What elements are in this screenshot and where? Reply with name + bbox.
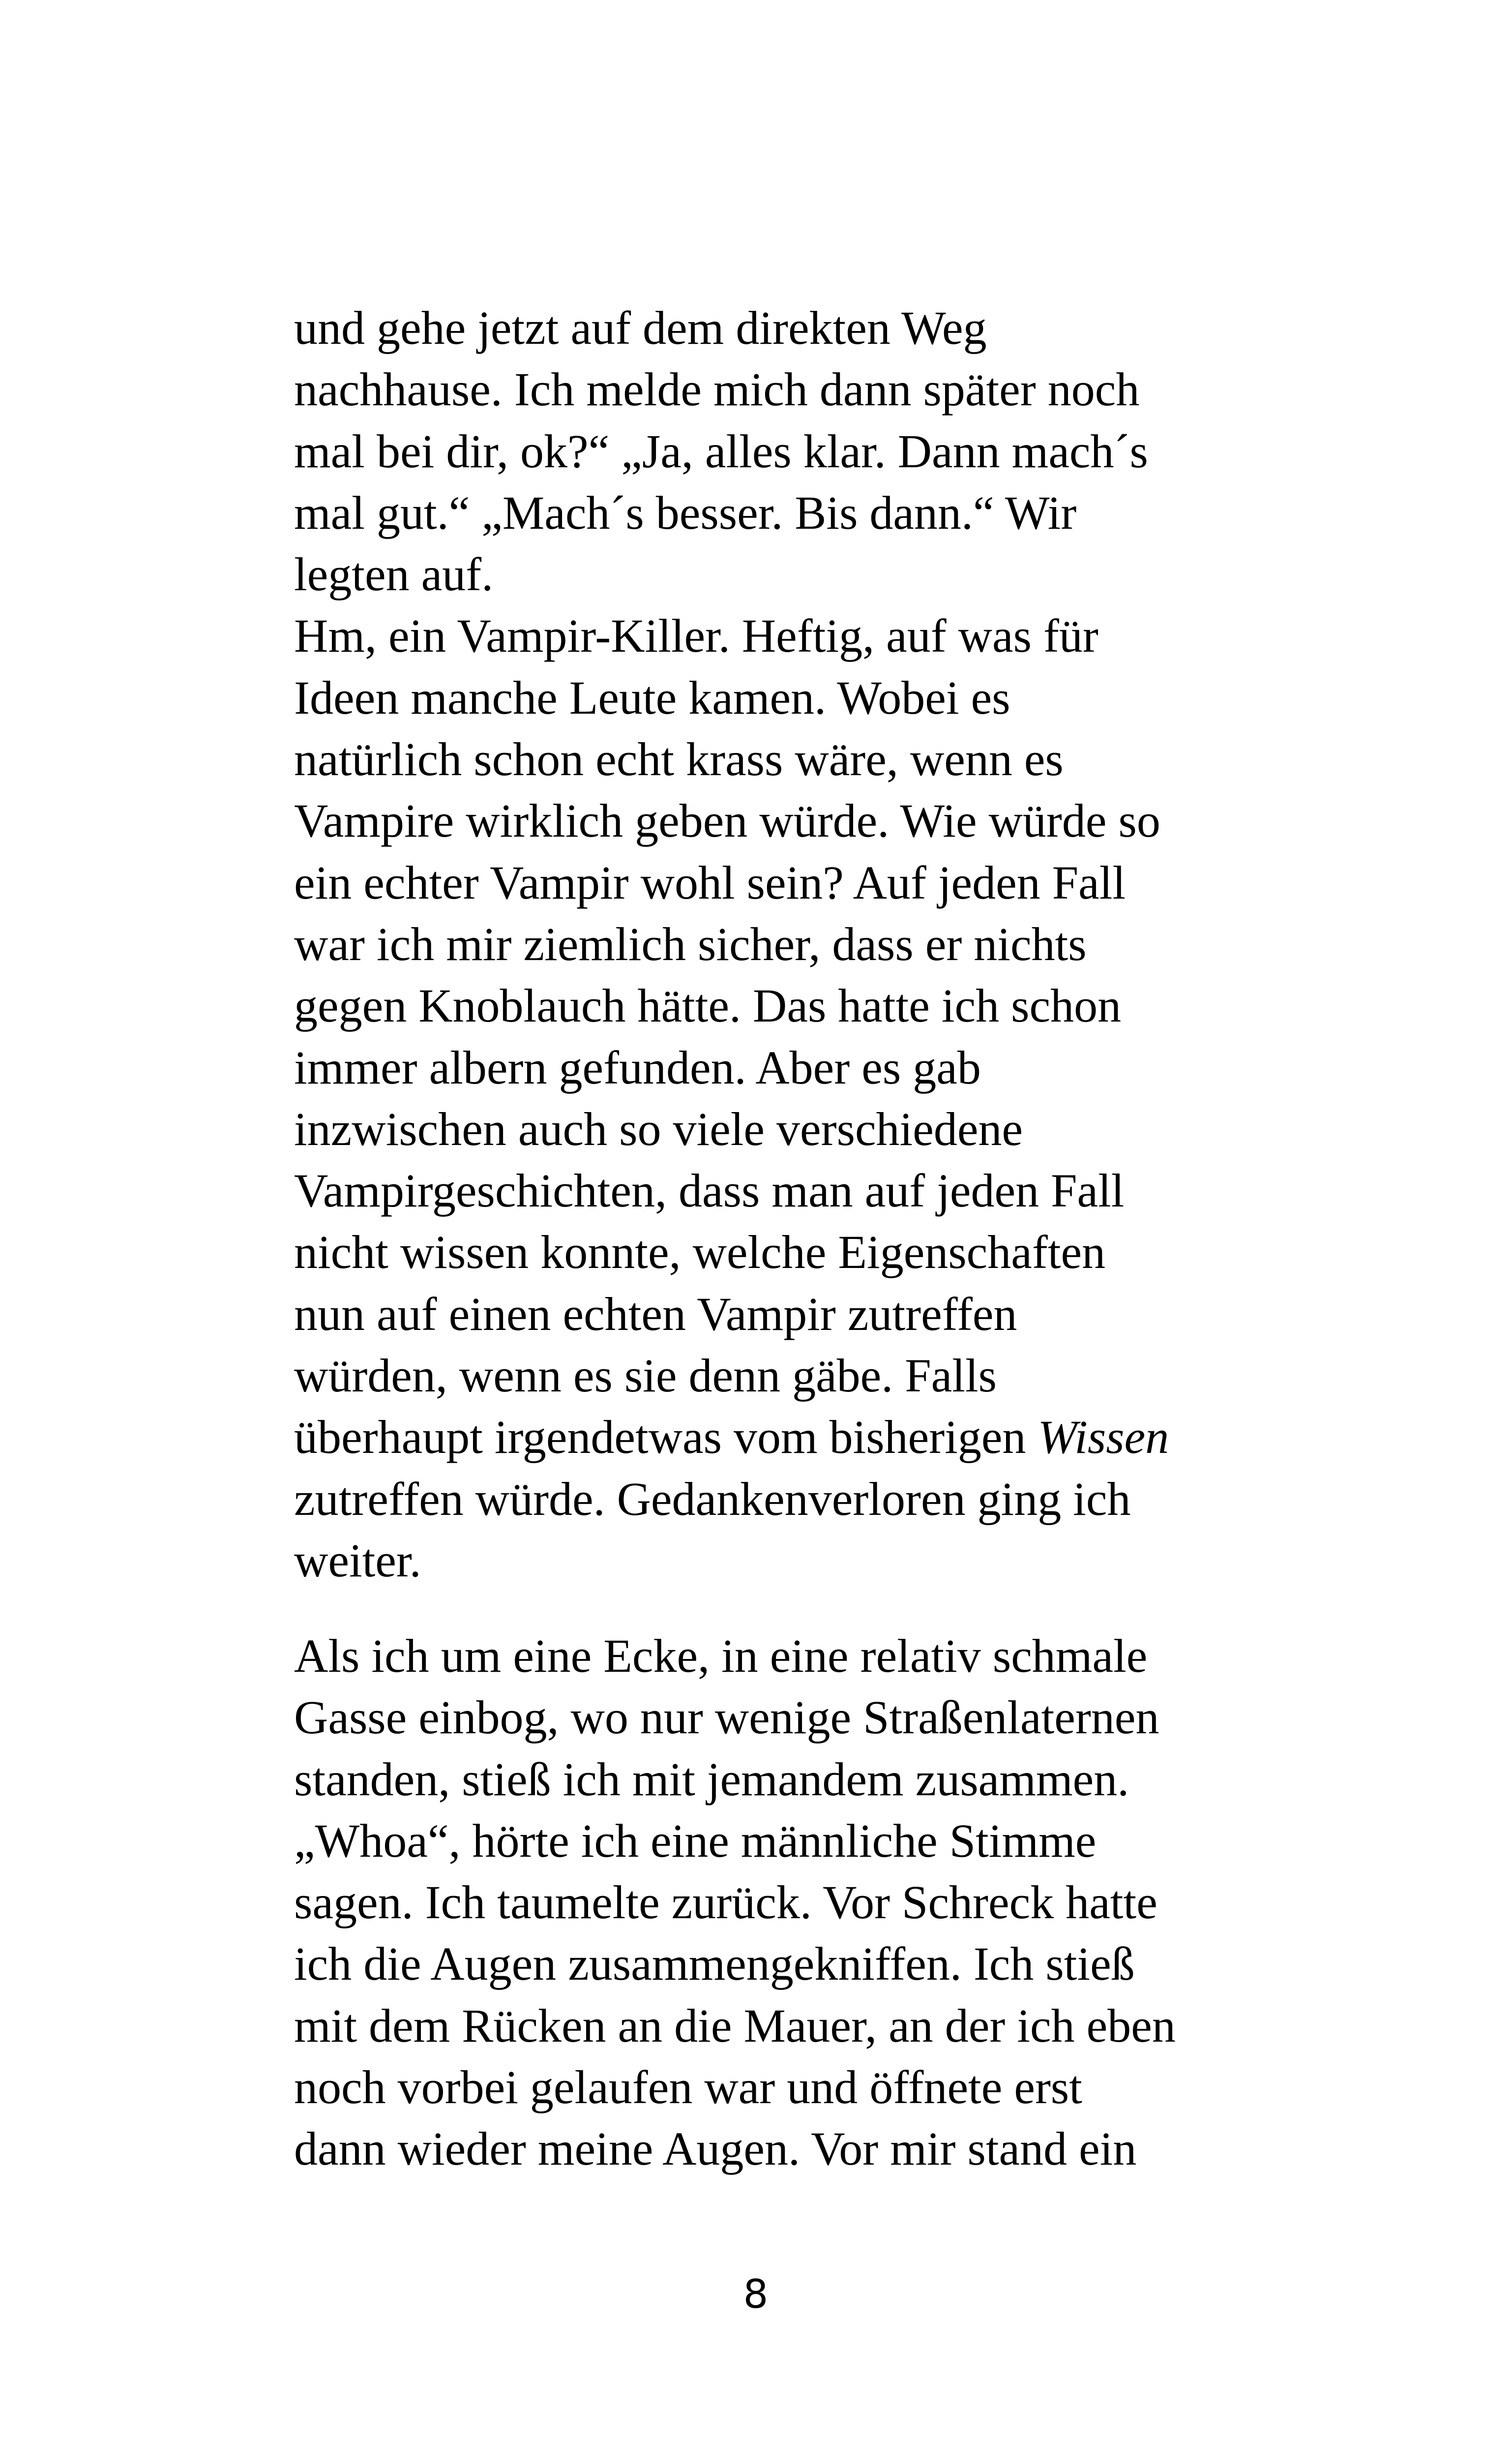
- text-line: Hm, ein Vampir-Killer. Heftig, auf was für: [294, 609, 1098, 663]
- text-line: nun auf einen echten Vampir zutreffen: [294, 1287, 1017, 1340]
- text-line: mit dem Rücken an die Mauer, an der ich eben: [294, 1999, 1176, 2052]
- text-line: immer albern gefunden. Aber es gab: [294, 1041, 981, 1094]
- text-line: legten auf.: [294, 548, 494, 601]
- paragraph-2: [294, 1625, 1268, 2180]
- text-line: dann wieder meine Augen. Vor mir stand ein: [294, 2122, 1137, 2175]
- text-line: würden, wenn es sie denn gäbe. Falls: [294, 1349, 997, 1402]
- text-line: ich die Augen zusammengekniffen. Ich stieß: [294, 1937, 1135, 1991]
- text-segment: überhaupt irgendetwas vom bisherigen: [294, 1411, 1038, 1464]
- text-line: gegen Knoblauch hätte. Das hatte ich schon: [294, 979, 1122, 1032]
- text-line: natürlich schon echt krass wäre, wenn es: [294, 733, 1064, 786]
- page-number: 8: [743, 2271, 769, 2317]
- text-line: Als ich um eine Ecke, in eine relativ schmale: [294, 1629, 1148, 1682]
- text-line: nicht wissen konnte, welche Eigenschaften: [294, 1226, 1106, 1279]
- paragraph-1: [294, 297, 1268, 1591]
- text-line: ein echter Vampir wohl sein? Auf jeden Fall: [294, 856, 1126, 909]
- text-line: sagen. Ich taumelte zurück. Vor Schreck hatte: [294, 1876, 1157, 1929]
- text-line: und gehe jetzt auf dem direkten Weg: [294, 302, 987, 354]
- text-line: weiter.: [294, 1534, 421, 1587]
- text-line: war ich mir ziemlich sicher, dass er nichts: [294, 917, 1087, 970]
- text-line: Ideen manche Leute kamen. Wobei es: [294, 671, 1010, 724]
- text-line: noch vorbei gelaufen war und öffnete erst: [294, 2061, 1082, 2114]
- text-line: standen, stieß ich mit jemandem zusammen.: [294, 1752, 1129, 1806]
- text-line: Vampirgeschichten, dass man auf jeden Fall: [294, 1164, 1125, 1217]
- text-line: nachhause. Ich melde mich dann später noch: [294, 363, 1140, 416]
- text-line: mal bei dir, ok?“ „Ja, alles klar. Dann mach´s: [294, 424, 1148, 478]
- text-line: inzwischen auch so viele verschiedene: [294, 1102, 1023, 1155]
- text-line: mal gut.“ „Mach´s besser. Bis dann.“ Wir: [294, 486, 1077, 539]
- italic-word: Wissen: [1038, 1411, 1169, 1464]
- text-line: [294, 1406, 1268, 1468]
- text-line: zutreffen würde. Gedankenverloren ging ich: [294, 1472, 1131, 1525]
- text-line: Vampire wirklich geben würde. Wie würde so: [294, 794, 1160, 847]
- text-line: „Whoa“, hörte ich eine männliche Stimme: [294, 1814, 1097, 1867]
- text-line: Gasse einbog, wo nur wenige Straßenlaternen: [294, 1691, 1159, 1744]
